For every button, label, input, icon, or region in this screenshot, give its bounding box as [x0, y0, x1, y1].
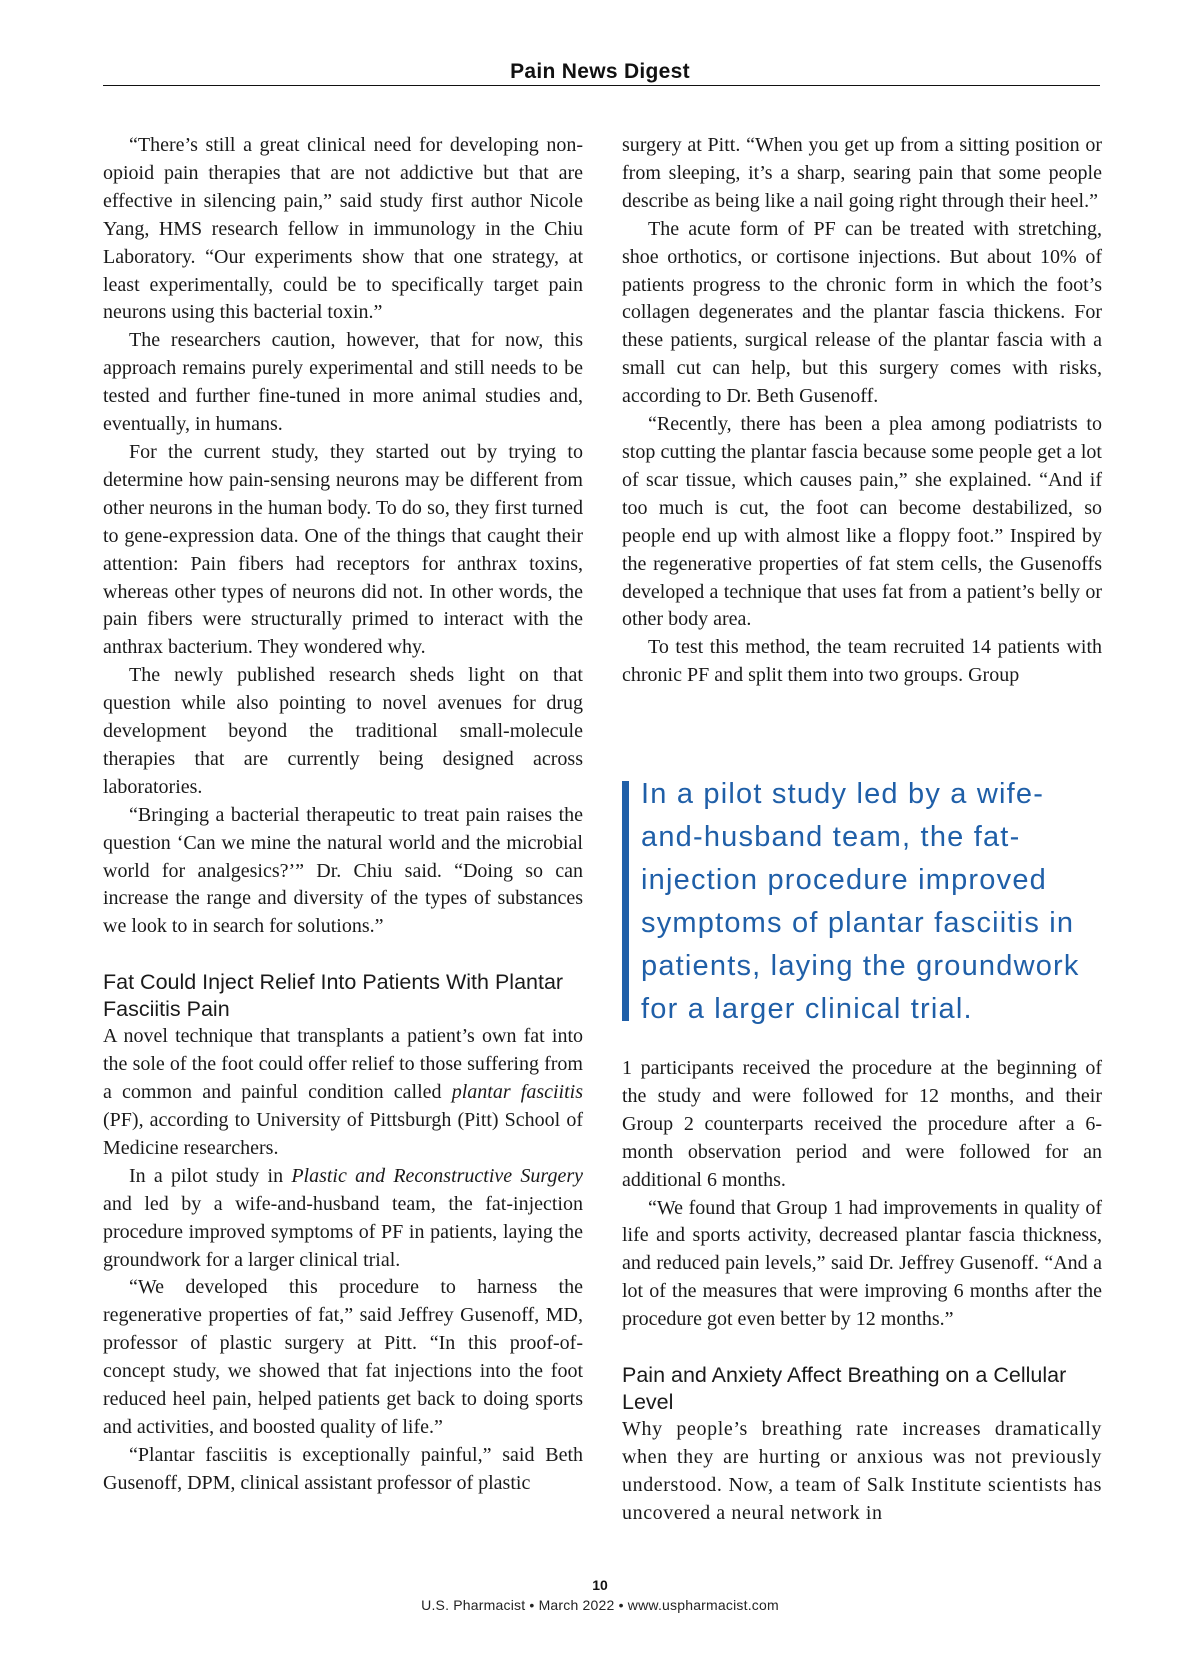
pull-quote-bar [622, 781, 629, 1021]
section-heading-plantar-fasciitis: Fat Could Inject Relief Into Patients With Plantar Fasciitis Pain [103, 970, 564, 1022]
left-paragraph-3: For the current study, they started out by trying to determine how pain-sensing neurons may be different from other neurons in the human body. To do so, they first turned to gene-expression data. One of the things that caught their attention: Pain fibers had receptors for anthrax toxins, whereas other types of neurons did not. In other words, the pain fibers were structurally primed to interact with the anthrax bacterium. They wondered why. [103, 440, 583, 659]
running-header-title: Pain News Digest [510, 60, 690, 83]
left-column [103, 132, 583, 1498]
header-rule [103, 85, 1100, 86]
right-paragraph-6: “We found that Group 1 had improvements in quality of life and sports activity, decreased plantar fascia thickness, and reduced pain levels,” said Dr. Jeffrey Gusenoff. “And a lot of the measures that were improving 6 months after the procedure got even better by 12 months.” [622, 1196, 1102, 1331]
plantar-paragraph-3: “We developed this procedure to harness the regenerative properties of fat,” said Jeffrey Gusenoff, MD, professor of plastic surgery at Pitt. “In this proof-of-concept study, we showed that fat injections into the foot reduced heel pain, helped patients get back to doing sports and activities, and boosted quality of life.” [103, 1276, 583, 1438]
journal-title-italic: Plastic and Reconstructive Surgery [291, 1164, 583, 1187]
breathing-paragraph-1: Why people’s breathing rate increases dramatically when they are hurting or anxious was not previously understood. Now, a team of Salk Institute scientists has uncovered a neural network in [622, 1418, 1102, 1524]
plantar-paragraph-1-part-a: A novel technique that transplants a patient’s own fat into the sole of the foot could offer relief to those suffering from a common and painful condition called [103, 1025, 583, 1104]
plantar-paragraph-2-part-b: and led by a wife-and-husband team, the fat-injection procedure improved symptoms of PF in patients, laying the groundwork for a larger clinical trial. [103, 1192, 583, 1271]
page-number: 10 [592, 1577, 608, 1593]
left-paragraph-2: The researchers caution, however, that for now, this approach remains purely experimental and still needs to be tested and further fine-tuned in more animal studies and, eventually, in humans. [103, 329, 583, 436]
pull-quote-text: In a pilot study led by a wife-and-husband team, the fat-injection procedure improved symptoms of plantar fasciitis in patients, laying the groundwork for a larger clinical trial. [641, 778, 1080, 1025]
publication-footer: U.S. Pharmacist • March 2022 • www.uspharmacist.com [421, 1597, 779, 1613]
plantar-paragraph-1-italic: plantar fasciitis [451, 1081, 584, 1104]
right-paragraph-4: To test this method, the team recruited 14 patients with chronic PF and split them into two groups. Group [622, 636, 1102, 687]
right-column-bottom [622, 1055, 1102, 1528]
plantar-paragraph-1 [103, 1023, 583, 1163]
plantar-paragraph-4: “Plantar fasciitis is exceptionally painful,” said Beth Gusenoff, DPM, clinical assistant professor of plastic [103, 1443, 583, 1494]
right-paragraph-5: 1 participants received the procedure at the beginning of the study and were followed for 12 months, and their Group 2 counterparts received the procedure after a 6-month observation period and were followed for an additional 6 months. [622, 1057, 1102, 1191]
right-paragraph-3: “Recently, there has been a plea among podiatrists to stop cutting the plantar fascia because some people get a lot of scar tissue, which causes pain,” she explained. “And if too much is cut, the foot can become destabilized, so people end up with almost like a floppy foot.” Inspired by the regenerative properties of fat stem cells, the Gusenoffs developed a technique that uses fat from a patient’s belly or other body area. [622, 413, 1102, 631]
plantar-paragraph-1-part-b: (PF), according to University of Pittsburgh (Pitt) School of Medicine researchers. [103, 1109, 583, 1159]
left-paragraph-5: “Bringing a bacterial therapeutic to treat pain raises the question ‘Can we mine the natural world and the microbial world for analgesics?’” Dr. Chiu said. “Doing so can increase the range and diversity of the types of substances we look to in search for solutions.” [103, 803, 583, 938]
left-paragraph-4: The newly published research sheds light on that question while also pointing to novel avenues for drug development beyond the traditional small-molecule therapies that are currently being designed across laboratories. [103, 664, 583, 798]
right-column-top [622, 132, 1102, 690]
section-heading-breathing: Pain and Anxiety Affect Breathing on a Cellular Level [622, 1363, 1067, 1415]
right-paragraph-1: surgery at Pitt. “When you get up from a sitting position or from sleeping, it’s a sharp, searing pain that some people describe as being like a nail going right through their heel.” [622, 134, 1102, 212]
plantar-paragraph-2 [103, 1163, 583, 1275]
pull-quote [622, 773, 1102, 1025]
left-paragraph-1: “There’s still a great clinical need for developing non-opioid pain therapies that are not addictive but that are effective in silencing pain,” said study first author Nicole Yang, HMS research fellow in immunology in the Chiu Laboratory. “Our experiments show that one strategy, at least experimentally, could be to specifically target pain neurons using this bacterial toxin.” [103, 134, 583, 324]
plantar-paragraph-2-part-a: In a pilot study in [129, 1164, 292, 1187]
right-paragraph-2: The acute form of PF can be treated with stretching, shoe orthotics, or cortisone injections. But about 10% of patients progress to the chronic form in which the foot’s collagen degenerates and the plantar fascia thickens. For these patients, surgical release of the plantar fascia with a small cut can help, but this surgery comes with risks, according to Dr. Beth Gusenoff. [622, 217, 1102, 408]
